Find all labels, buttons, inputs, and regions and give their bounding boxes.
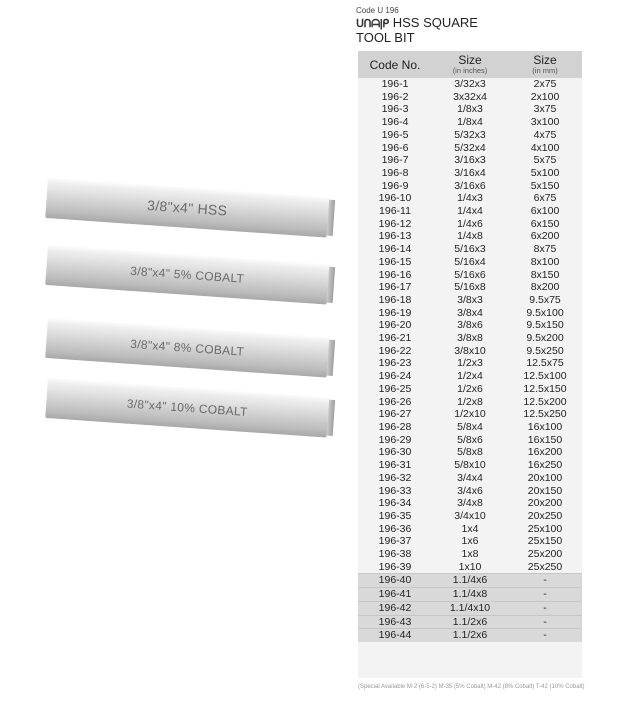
table-row (358, 615, 582, 629)
size-table-panel (358, 51, 582, 678)
table-row (358, 116, 582, 129)
size-inches-cell: 1.1/4x6 (432, 574, 508, 588)
size-inches-cell: 1/2x8 (457, 395, 483, 408)
size-inches-cell: 5/8x10 (454, 459, 486, 472)
column-header-unit: (in inches) (452, 66, 488, 75)
size-inches-cell: 3/8x3 (457, 293, 483, 306)
brand-logo: ᑌᑎᗩ|ᑭ (356, 18, 389, 30)
product-header (356, 6, 616, 45)
size-inches-cell: 1x10 (458, 560, 482, 573)
tool-bit-label: 3/8"x4" HSS (146, 197, 228, 219)
table-row (358, 218, 582, 231)
size-mm-cell: 25x200 (527, 548, 563, 561)
tool-bit-label: 3/8"x4" 5% COBALT (129, 263, 245, 286)
table-row (358, 588, 582, 602)
size-mm-cell: - (508, 615, 582, 629)
size-mm-cell: 8x150 (530, 268, 560, 281)
product-title-line2: TOOL BIT (356, 30, 415, 45)
size-inches-cell: 1x6 (461, 535, 479, 548)
code-cell: 196-37 (378, 535, 412, 548)
code-cell: 196-36 (378, 522, 412, 535)
table-row (358, 510, 582, 523)
code-cell: 196-42 (358, 601, 432, 615)
size-mm-cell: 6x100 (530, 205, 560, 218)
size-inches-cell: 1/8x3 (457, 103, 483, 116)
size-inches-cell: 5/16x3 (454, 243, 486, 256)
table-row (358, 192, 582, 205)
product-title-line1: HSS SQUARE (392, 15, 478, 30)
code-cell: 196-1 (381, 78, 409, 90)
table-row (358, 269, 582, 282)
size-mm-cell: 20x150 (527, 484, 563, 497)
size-inches-cell: 1.1/2x6 (432, 629, 508, 642)
table-row (358, 129, 582, 142)
code-cell: 196-44 (358, 629, 432, 642)
table-row (358, 294, 582, 307)
code-cell: 196-40 (358, 574, 432, 588)
table-row (358, 345, 582, 358)
table-row (358, 319, 582, 332)
table-row (358, 548, 582, 561)
size-inches-cell: 5/32x4 (454, 141, 486, 154)
size-inches-cell: 3/16x4 (454, 166, 486, 179)
size-inches-cell: 1x4 (461, 522, 479, 535)
code-cell: 196-18 (378, 293, 412, 306)
code-cell: 196-39 (378, 560, 412, 573)
size-inches-cell: 1x8 (461, 548, 479, 561)
size-mm-cell: - (508, 601, 582, 615)
code-cell: 196-38 (378, 548, 412, 561)
size-inches-cell: 1/2x3 (457, 357, 483, 370)
code-cell: 196-11 (379, 205, 411, 218)
size-inches-cell: 1/2x6 (457, 382, 483, 395)
size-mm-cell: 4x75 (533, 128, 557, 141)
code-cell: 196-20 (378, 319, 412, 332)
code-cell: 196-26 (378, 395, 412, 408)
size-mm-cell: 16x100 (527, 420, 563, 433)
table-row (358, 91, 582, 104)
size-mm-cell: 2x100 (530, 90, 560, 103)
code-cell: 196-24 (378, 370, 412, 383)
size-inches-cell: 1/2x4 (457, 370, 483, 383)
table-row (358, 332, 582, 345)
tool-bit-label: 3/8"x4" 10% COBALT (126, 396, 249, 419)
size-inches-cell: 1/4x6 (457, 217, 483, 230)
table-row (358, 281, 582, 294)
code-cell: 196-22 (378, 344, 412, 357)
table-row (358, 408, 582, 421)
size-mm-cell: 4x100 (530, 141, 560, 154)
table-row (358, 154, 582, 167)
table-row (358, 167, 582, 180)
size-mm-cell: 3x100 (530, 116, 560, 129)
size-mm-cell: 20x200 (527, 497, 563, 510)
code-cell: 196-31 (378, 459, 412, 472)
column-header-size-mm (508, 51, 582, 78)
size-mm-cell: 20x100 (527, 471, 563, 484)
size-inches-cell: 3/8x8 (457, 332, 483, 345)
code-cell: 196-16 (378, 268, 412, 281)
code-cell: 196-30 (378, 446, 412, 459)
column-header-label: Size (533, 53, 557, 67)
size-inches-cell: 3/4x4 (457, 471, 483, 484)
size-mm-cell: 12.5x250 (523, 408, 567, 421)
table-row (358, 307, 582, 320)
table-row (358, 446, 582, 459)
size-mm-cell: 6x150 (530, 217, 560, 230)
size-inches-cell: 3/8x6 (457, 319, 483, 332)
table-row (358, 230, 582, 243)
code-cell: 196-4 (381, 116, 409, 129)
table-row (358, 370, 582, 383)
tool-bit-8-cobalt (45, 318, 329, 378)
code-cell: 196-8 (381, 166, 409, 179)
code-cell: 196-9 (381, 179, 409, 192)
size-inches-cell: 1/2x10 (454, 408, 486, 421)
table-row (358, 497, 582, 510)
code-cell: 196-34 (378, 497, 412, 510)
size-mm-cell: 9.5x250 (526, 344, 564, 357)
table-row (358, 78, 582, 91)
table-row (358, 523, 582, 536)
code-cell: 196-35 (378, 509, 412, 522)
tool-bit-10-cobalt (45, 378, 329, 438)
table-row (358, 396, 582, 409)
table-row (358, 142, 582, 155)
table-row (358, 180, 582, 193)
code-cell: 196-43 (358, 615, 432, 629)
size-inches-cell: 3/4x8 (457, 497, 483, 510)
size-inches-cell: 1/8x4 (457, 116, 483, 129)
size-mm-cell: 5x100 (530, 166, 560, 179)
size-inches-cell: 3/32x3 (454, 78, 486, 90)
column-header-code (358, 51, 432, 78)
size-inches-cell: 5/8x6 (457, 433, 483, 446)
table-row (358, 103, 582, 116)
size-mm-cell: 9.5x150 (526, 319, 564, 332)
code-cell: 196-2 (381, 90, 409, 103)
code-cell: 196-3 (381, 103, 409, 116)
code-cell: 196-41 (358, 588, 432, 602)
column-header-label: Size (458, 53, 482, 67)
code-cell: 196-23 (378, 357, 412, 370)
size-mm-cell: 16x150 (527, 433, 563, 446)
size-mm-cell: - (508, 574, 582, 588)
table-row (358, 601, 582, 615)
table-header-row (358, 51, 582, 78)
code-cell: 196-10 (378, 192, 412, 205)
size-mm-cell: 12.5x75 (526, 357, 564, 370)
code-cell: 196-21 (378, 332, 412, 345)
size-mm-cell: 12.5x150 (523, 382, 567, 395)
table-body (358, 78, 582, 642)
code-cell: 196-29 (378, 433, 412, 446)
code-cell: 196-19 (378, 306, 412, 319)
size-mm-cell: 20x250 (527, 509, 563, 522)
size-inches-cell: 5/16x4 (454, 255, 486, 268)
table-row (358, 485, 582, 498)
table-row (358, 256, 582, 269)
table-row (358, 357, 582, 370)
size-inches-cell: 1/4x4 (457, 205, 483, 218)
table-row (358, 535, 582, 548)
size-mm-cell: - (508, 588, 582, 602)
table-row (358, 434, 582, 447)
code-cell: 196-15 (378, 255, 412, 268)
size-inches-cell: 5/8x8 (457, 446, 483, 459)
code-cell: 196-12 (378, 217, 412, 230)
size-mm-cell: 6x75 (533, 192, 557, 205)
code-cell: 196-13 (378, 230, 412, 243)
size-inches-cell: 1.1/4x10 (432, 601, 508, 615)
code-cell: 196-27 (378, 408, 412, 421)
size-inches-cell: 3/8x10 (454, 344, 486, 357)
size-mm-cell: 9.5x75 (529, 293, 561, 306)
size-mm-cell: - (508, 629, 582, 642)
size-inches-cell: 3/16x6 (454, 179, 486, 192)
size-mm-cell: 3x75 (533, 103, 557, 116)
size-inches-cell: 1/4x3 (457, 192, 483, 205)
size-mm-cell: 5x75 (533, 154, 557, 167)
code-cell: 196-7 (381, 154, 409, 167)
code-cell: 196-5 (381, 128, 409, 141)
code-cell: 196-25 (378, 382, 412, 395)
size-mm-cell: 8x200 (530, 281, 560, 294)
size-inches-cell: 3/4x6 (457, 484, 483, 497)
size-mm-cell: 5x150 (530, 179, 560, 192)
size-inches-cell: 1/4x8 (457, 230, 483, 243)
table-row (358, 421, 582, 434)
table-row (358, 574, 582, 588)
code-cell: 196-33 (378, 484, 412, 497)
table-row (358, 629, 582, 642)
footnote: (Special Available M-2 (6-5-2) M-35 (5% Cobalt) M-42 (8% Cobalt) T-42 (10% Cobalt) (358, 684, 585, 690)
size-mm-cell: 16x200 (527, 446, 563, 459)
product-title (356, 16, 616, 31)
size-mm-cell: 9.5x100 (526, 306, 564, 319)
table-row (358, 459, 582, 472)
table-row (358, 383, 582, 396)
size-inches-cell: 1.1/2x6 (432, 615, 508, 629)
table-row (358, 205, 582, 218)
code-cell: 196-17 (378, 281, 412, 294)
size-table (358, 51, 582, 642)
code-cell: 196-14 (378, 243, 412, 256)
size-mm-cell: 9.5x200 (526, 332, 564, 345)
column-header-unit: (in mm) (532, 66, 558, 75)
size-mm-cell: 25x150 (527, 535, 563, 548)
tool-bit-hss (45, 178, 329, 238)
size-inches-cell: 5/32x3 (454, 128, 486, 141)
size-mm-cell: 25x250 (527, 560, 563, 573)
size-inches-cell: 3/4x10 (454, 509, 486, 522)
size-mm-cell: 12.5x100 (523, 370, 567, 383)
size-mm-cell: 8x100 (530, 255, 560, 268)
size-inches-cell: 1.1/4x8 (432, 588, 508, 602)
table-row (358, 243, 582, 256)
size-mm-cell: 8x75 (533, 243, 557, 256)
product-code: Code U 196 (356, 6, 399, 15)
size-mm-cell: 12.5x200 (523, 395, 567, 408)
tool-bit-5-cobalt (45, 245, 329, 305)
size-mm-cell: 2x75 (533, 78, 557, 90)
column-header-size-inches (432, 51, 508, 78)
size-mm-cell: 6x200 (530, 230, 560, 243)
table-row (358, 561, 582, 574)
table-row (358, 472, 582, 485)
size-mm-cell: 16x250 (527, 459, 563, 472)
size-inches-cell: 3/8x4 (457, 306, 483, 319)
size-inches-cell: 5/16x8 (454, 281, 486, 294)
column-header-label: Code No. (369, 57, 421, 72)
size-mm-cell: 25x100 (527, 522, 563, 535)
size-inches-cell: 5/8x4 (457, 420, 483, 433)
tool-bit-label: 3/8"x4" 8% COBALT (129, 336, 245, 359)
code-cell: 196-28 (378, 420, 412, 433)
size-inches-cell: 3/16x3 (454, 154, 486, 167)
size-inches-cell: 3x32x4 (453, 90, 487, 103)
size-inches-cell: 5/16x6 (454, 268, 486, 281)
code-cell: 196-32 (378, 471, 412, 484)
code-cell: 196-6 (381, 141, 409, 154)
